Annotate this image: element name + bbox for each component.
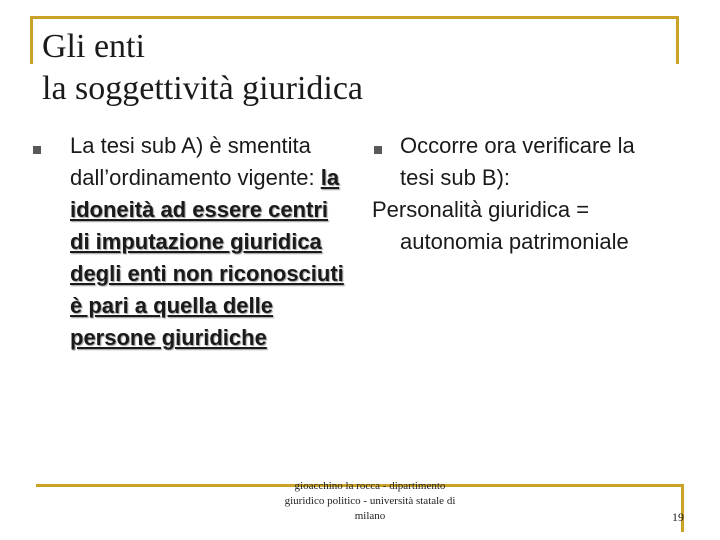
left-column-plain-text: La tesi sub A) è smentita dall’ordinamento vigente:	[70, 133, 315, 190]
right-line4: autonomia patrimoniale	[400, 229, 629, 254]
frame-top-line	[30, 16, 678, 19]
left-column-emphasis-text: la idoneità ad essere centri di imputazione giuridica degli enti non riconosciuti è pari a quella delle persone giuridiche	[70, 165, 344, 350]
right-bullet-line2: tesi sub B):	[400, 165, 511, 190]
footer-line1: gioacchino la rocca - dipartimento	[294, 480, 446, 492]
page-number: 19	[672, 510, 684, 524]
square-bullet-icon	[33, 146, 41, 154]
slide-title	[42, 26, 363, 110]
frame-left-line	[30, 16, 33, 64]
right-column-text	[372, 130, 692, 258]
right-bullet-line1: Occorre ora verificare la	[400, 133, 635, 158]
footer-line3: milano	[354, 510, 386, 522]
slide-title-line2: la soggettività giuridica	[42, 70, 364, 107]
footer-line2: giuridico politico - università statale di	[284, 495, 456, 507]
slide-title-line1: Gli enti	[42, 28, 145, 65]
left-column-text	[70, 130, 350, 354]
frame-right-line	[676, 16, 679, 64]
slide-footer	[250, 479, 490, 524]
right-line3: Personalità giuridica =	[372, 197, 590, 222]
